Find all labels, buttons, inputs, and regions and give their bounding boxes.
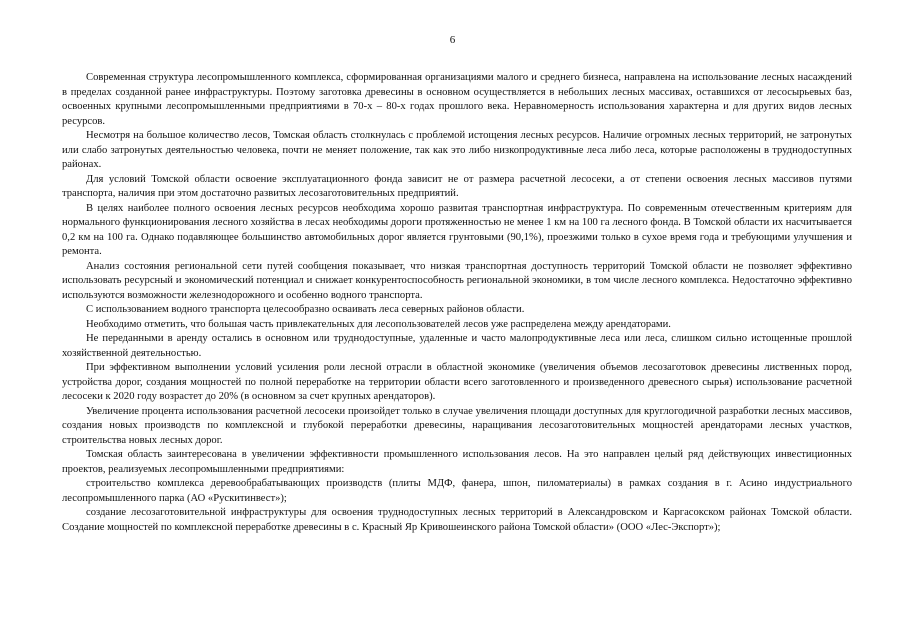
paragraph-leased-forests: Необходимо отметить, что большая часть привлекательных для лесопользователей лесов уже распределена между арендаторами. [86, 318, 671, 330]
paragraph-unleased-forests: Не переданными в аренду остались в основном или труднодоступные, удаленные и часто малопродуктивные леса или леса, слишком сильно истощенные прошлой хозяйственной деятельностью. [62, 333, 852, 359]
document-body [62, 71, 852, 535]
paragraph-structure: Современная структура лесопромышленного комплекса, сформированная организациями малого и среднего бизнеса, направлена на использование лесных насаждений в пределах созданной ранее инфраструктуры. Поэтому заготовка древесины в основном осуществляется в небольших лесных массивах, оставшихся от лесосырьевых баз, освоенных крупными лесопромышленными предприятиями в 70-х – 80-х годах прошлого века. Неравномерность использования характерна и для других видов лесных ресурсов. [62, 72, 852, 127]
paragraph-transport-infrastructure: В целях наиболее полного освоения лесных ресурсов необходима хорошо развитая транспортная инфраструктура. По современным отечественным критериям для нормального функционирования лесного хозяйства в лесах необходимы дороги протяженностью не менее 1 км на 100 га лесного фонда. В Томской области их насчитывается 0,2 км на 100 га. Однако подавляющее большинство автомобильных дорог является грунтовыми (90,1%), проезжими только в сухое время года и требующими улучшения и ремонта. [62, 202, 852, 257]
paragraph-road-network-analysis: Анализ состояния региональной сети путей сообщения показывает, что низкая транспортная доступность территорий Томской области не позволяет эффективно использовать ресурсный и экономический потенциал и снижает конкурентоспособность региональной экономики, в том числе лесного комплекса. Недостаточно эффективно используются возможности железнодорожного и особенно водного транспорта. [62, 260, 852, 301]
paragraph-resource-depletion: Несмотря на большое количество лесов, Томская область столкнулась с проблемой истощения лесных ресурсов. Наличие огромных лесных территорий, не затронутых или слабо затронутых деятельностью человека, почти не меняет положение, так как это либо низкопродуктивные леса либо леса, которые расположены в труднодоступных районах. [62, 130, 852, 170]
paragraph-water-transport: С использованием водного транспорта целесообразно осваивать леса северных районов области. [86, 304, 525, 315]
paragraph-investment-projects: Томская область заинтересована в увеличении эффективности промышленного использования лесов. На это направлен целый ряд действующих инвестиционных проектов, реализуемых лесопромышленными предприятиями: [62, 449, 852, 475]
paragraph-cutting-increase: Увеличение процента использования расчетной лесосеки произойдет только в случае увеличения площади доступных для круглогодичной разработки лесных массивов, создания новых производств по комплексной и глубокой переработки древесины, наращивания лесозаготовительных мощностей арендаторами лесных участков, строительства новых лесных дорог. [62, 405, 852, 446]
page-number: 6 [449, 34, 456, 46]
list-item-les-export: создание лесозаготовительной инфраструктуры для освоения труднодоступных лесных территорий в Александровском и Каргасокском районах Томской области. Создание мощностей по комплексной переработке древесины в с. Красный Яр Кривошеинского района Томской области» (ООО «Лес-Экспорт»); [62, 507, 852, 533]
paragraph-fund-development: Для условий Томской области освоение эксплуатационного фонда зависит не от размера расчетной лесосеки, а от степени освоения лесных массивов путями транспорта, наличия при этом достаточно развитых лесозаготовительных предприятий. [62, 173, 852, 199]
list-item-asino-park: строительство комплекса деревообрабатывающих производств (плиты МДФ, фанера, шпон, пиломатериалы) в рамках создания в г. Асино индустриального лесопромышленного парка (АО «Рускитинвест»); [62, 478, 852, 504]
paragraph-forecast-2020: При эффективном выполнении условий усиления роли лесной отрасли в областной экономике (увеличения объемов лесозаготовок древесины лиственных пород, устройства дорог, создания мощностей по полной переработке на территории области всего заготовленного и произведенного древесного сырья) использование расчетной лесосеки к 2020 году возрастет до 20% (в основном за счет крупных арендаторов). [62, 362, 852, 402]
